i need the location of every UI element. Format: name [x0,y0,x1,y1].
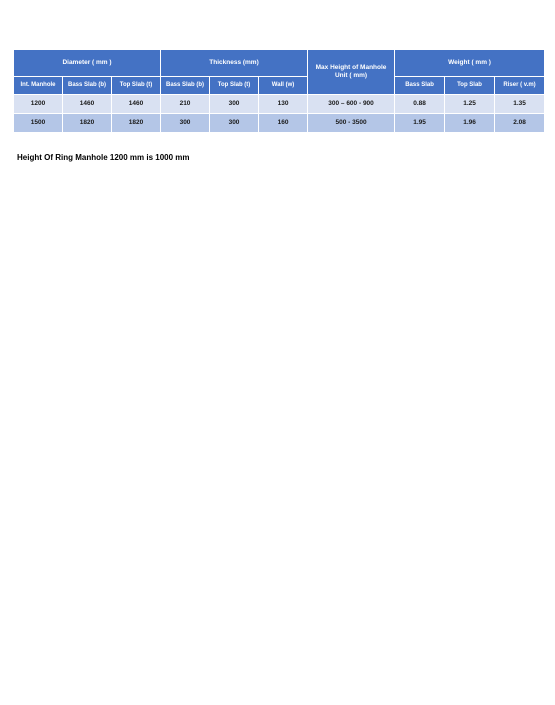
header-diameter: Diameter ( mm ) [14,50,160,76]
subheader-weight-bass-slab: Bass Slab [395,77,444,94]
subheader-int-manhole: Int. Manhole [14,77,62,94]
header-weight: Weight ( mm ) [395,50,544,76]
subheader-diameter-bass-slab: Bass Slab (b) [63,77,111,94]
table-cell: 160 [259,114,307,132]
subheader-thickness-bass-slab: Bass Slab (b) [161,77,209,94]
table-cell: 300 [161,114,209,132]
table-cell: 1200 [14,95,62,113]
header-thickness: Thickness (mm) [161,50,307,76]
manhole-height-note: Height Of Ring Manhole 1200 mm is 1000 mm [17,153,190,162]
header-max-height: Max Height of Manhole Unit ( mm) [308,50,394,94]
table-cell: 210 [161,95,209,113]
table-cell: 1820 [112,114,160,132]
table-cell: 1460 [63,95,111,113]
table-cell: 1.25 [445,95,494,113]
table-cell: 2.08 [495,114,544,132]
table-cell: 300 [210,114,258,132]
table-cell: 1.35 [495,95,544,113]
subheader-diameter-top-slab: Top Slab (t) [112,77,160,94]
table-cell: 1.96 [445,114,494,132]
table-cell: 300 [210,95,258,113]
subheader-wall: Wall (w) [259,77,307,94]
table-cell: 300 – 600 - 900 [308,95,394,113]
subheader-thickness-top-slab: Top Slab (t) [210,77,258,94]
subheader-weight-top-slab: Top Slab [445,77,494,94]
table-cell: 1820 [63,114,111,132]
table-cell: 500 - 3500 [308,114,394,132]
table-cell: 1500 [14,114,62,132]
table-cell: 0.88 [395,95,444,113]
table-cell: 1460 [112,95,160,113]
table-row [14,114,544,132]
table-row [14,95,544,113]
subheader-riser: Riser ( v.m) [495,77,544,94]
manhole-spec-table [13,49,545,133]
table-cell: 1.95 [395,114,444,132]
table-cell: 130 [259,95,307,113]
